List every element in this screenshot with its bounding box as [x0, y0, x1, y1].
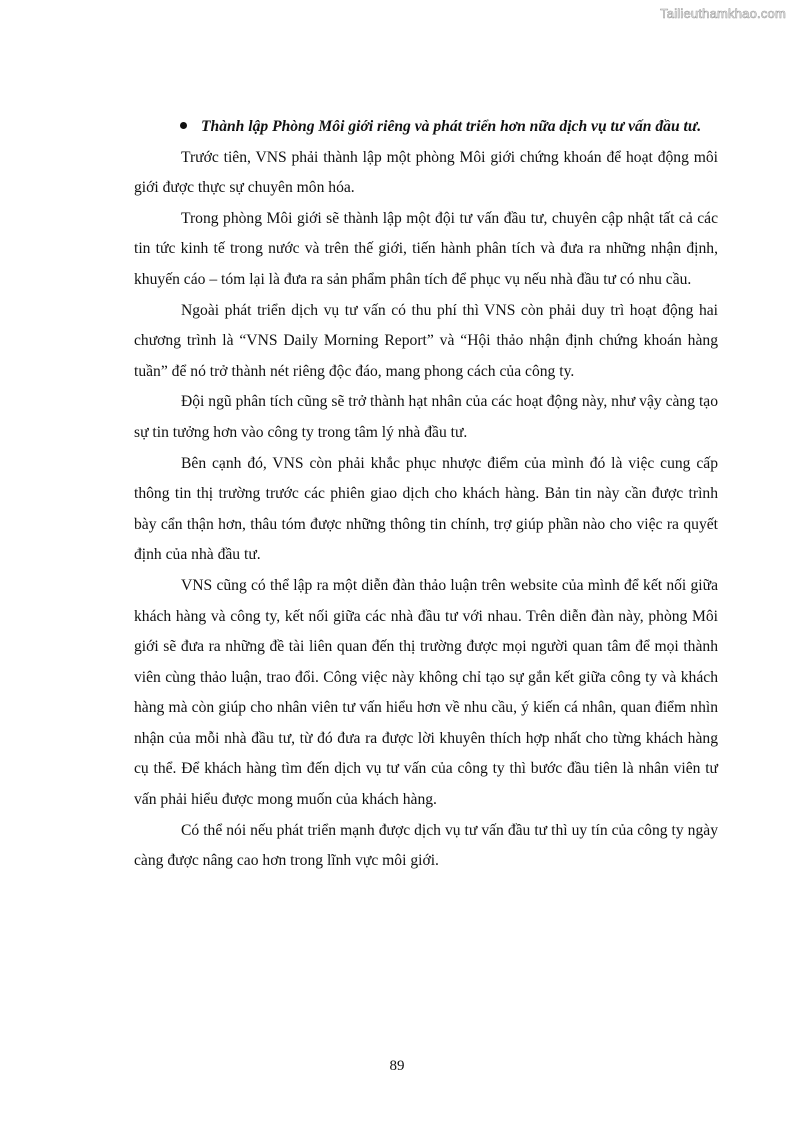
watermark: Tailieuthamkhao.com	[660, 6, 786, 21]
section-heading-text: Thành lập Phòng Môi giới riêng và phát triển hơn nữa dịch vụ tư vấn đầu tư.	[201, 118, 702, 135]
section-heading	[134, 112, 718, 143]
paragraph: Đội ngũ phân tích cũng sẽ trở thành hạt nhân của các hoạt động này, như vậy càng tạo sự tin tưởng hơn vào công ty trong tâm lý nhà đầu tư.	[134, 393, 718, 441]
paragraph: VNS cũng có thể lập ra một diễn đàn thảo luận trên website của mình để kết nối giữa khách hàng và công ty, kết nối giữa các nhà đầu tư với nhau. Trên diễn đàn này, phòng Môi giới sẽ đưa ra những đề tài liên quan đến thị trường được mọi người quan tâm để mọi thành viên cùng thảo luận, trao đổi. Công việc này không chỉ tạo sự gắn kết giữa công ty và khách hàng mà còn giúp cho nhân viên tư vấn hiểu hơn về nhu cầu, ý kiến cá nhân, quan điểm nhìn nhận của mỗi nhà đầu tư, từ đó đưa ra được lời khuyên thích hợp nhất cho từng khách hàng cụ thể. Để khách hàng tìm đến dịch vụ tư vấn của công ty thì bước đầu tiên là nhân viên tư vấn phải hiểu được mong muốn của khách hàng.	[134, 576, 718, 809]
document-body	[134, 112, 718, 877]
paragraph: Trong phòng Môi giới sẽ thành lập một đội tư vấn đầu tư, chuyên cập nhật tất cả các tin tức kinh tế trong nước và trên thế giới, tiến hành phân tích và đưa ra những nhận định, khuyến cáo – tóm lại là đưa ra sản phẩm phân tích để phục vụ nếu nhà đầu tư có nhu cầu.	[134, 209, 718, 288]
paragraph: Trước tiên, VNS phải thành lập một phòng Môi giới chứng khoán để hoạt động môi giới được thực sự chuyên môn hóa.	[134, 148, 718, 197]
bullet-icon	[180, 122, 187, 129]
page-number: 89	[389, 1058, 405, 1074]
paragraph: Bên cạnh đó, VNS còn phải khắc phục nhược điểm của mình đó là việc cung cấp thông tin thị trường trước các phiên giao dịch cho khách hàng. Bản tin này cần được trình bày cẩn thận hơn, thâu tóm được những thông tin chính, trợ giúp phần nào cho việc ra quyết định của nhà đầu tư.	[134, 454, 718, 564]
paragraph: Ngoài phát triển dịch vụ tư vấn có thu phí thì VNS còn phải duy trì hoạt động hai chương trình là “VNS Daily Morning Report” và “Hội thảo nhận định chứng khoán hàng tuần” để nó trở thành nét riêng độc đáo, mang phong cách của công ty.	[134, 301, 718, 380]
paragraph: Có thể nói nếu phát triển mạnh được dịch vụ tư vấn đầu tư thì uy tín của công ty ngày càng được nâng cao hơn trong lĩnh vực môi giới.	[134, 821, 718, 870]
